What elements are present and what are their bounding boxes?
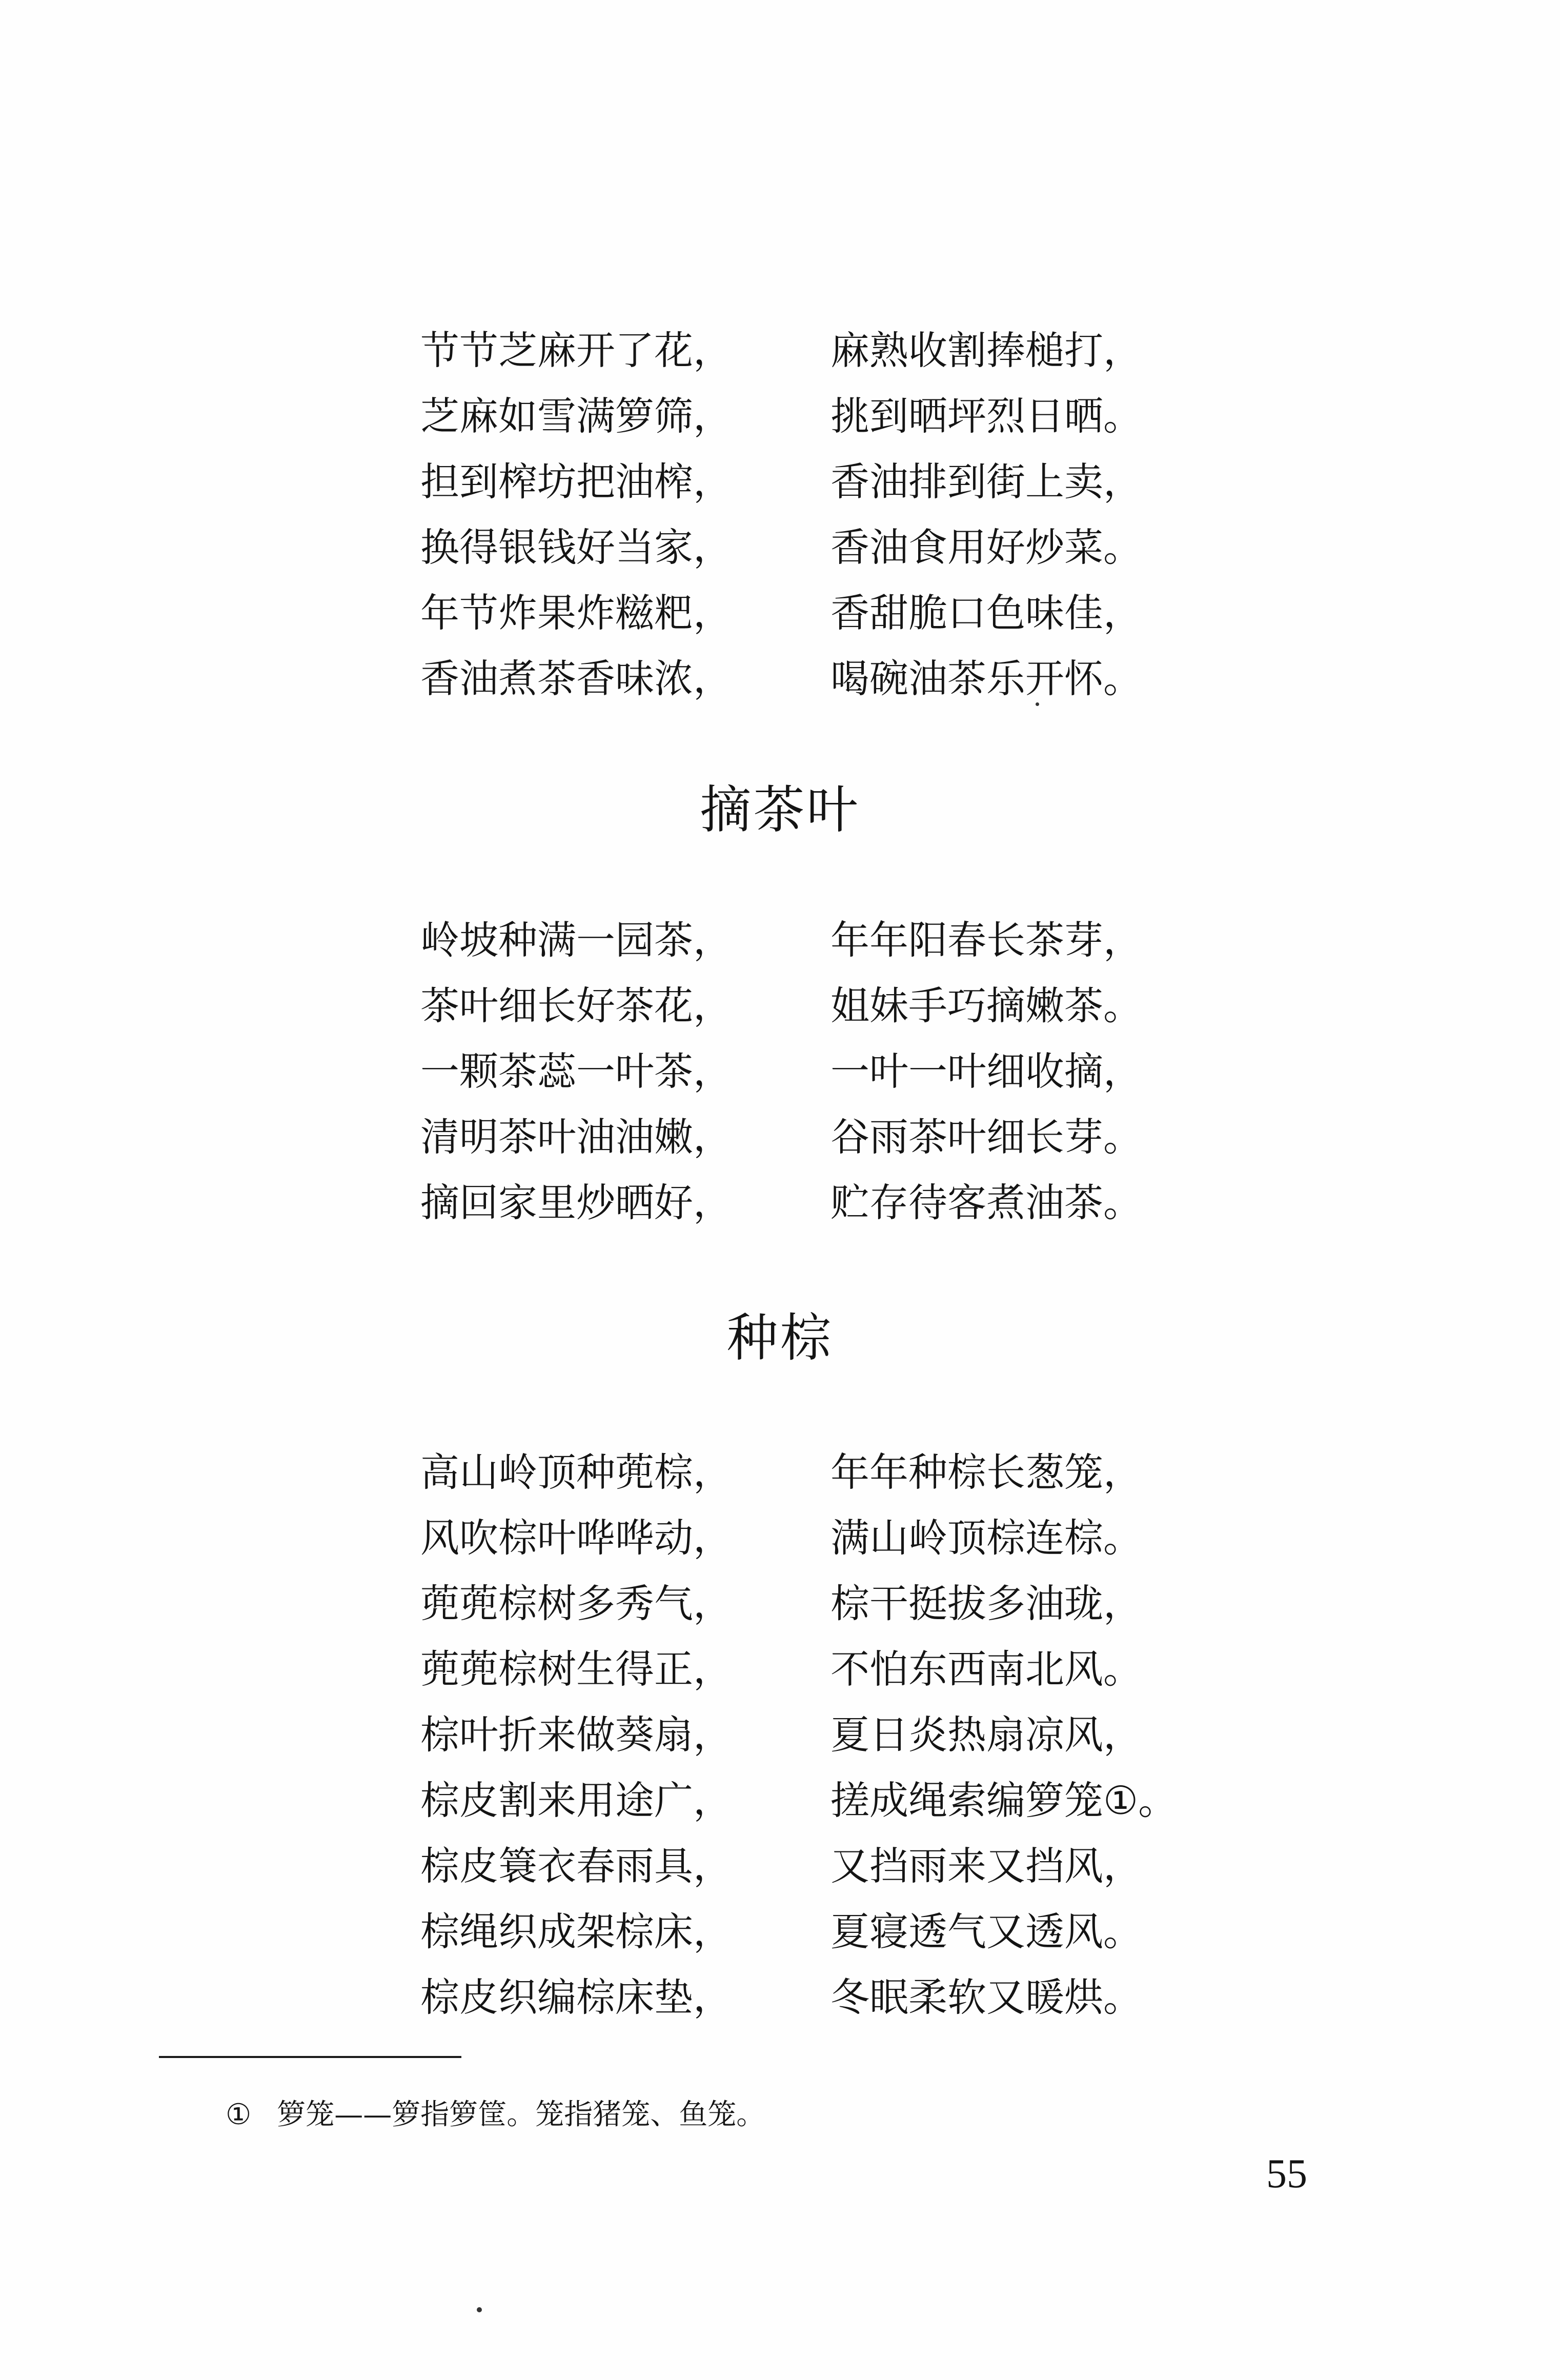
scan-speck — [1036, 702, 1039, 706]
poem-sesame-verses — [420, 318, 1189, 712]
verse-line — [420, 1170, 1189, 1236]
verse-line-right: 贮存待客煮油茶。 — [830, 1180, 1142, 1225]
verse-line-right: 喝碗油茶乐开怀。 — [830, 656, 1142, 701]
verse-line-left: 棕叶折来做葵扇， — [420, 1712, 732, 1758]
verse-line-right: 搓成绳索编箩笼①。 — [830, 1778, 1178, 1823]
section-title-palm: 种棕 — [726, 1308, 834, 1368]
verse-line-left: 棕皮簑衣春雨具， — [420, 1843, 732, 1889]
footnote-text: 箩笼——箩指箩筐。笼指猪笼、鱼笼。 — [277, 2098, 765, 2131]
verse-line-left: 岭坡种满一园茶， — [420, 917, 732, 963]
verse-line-right: 冬眠柔软又暖烘。 — [830, 1974, 1142, 2020]
verse-line-right: 麻熟收割捧槌打， — [830, 328, 1142, 373]
verse-line — [420, 1440, 1189, 1505]
verse-line — [420, 1104, 1189, 1170]
verse-line-left: 棕皮织编棕床垫， — [420, 1974, 732, 2020]
verse-line-right: 谷雨茶叶细长芽。 — [830, 1114, 1142, 1160]
verse-line-right: 香油排到街上卖， — [830, 459, 1142, 505]
verse-line-left: 风吹棕叶哗哗动， — [420, 1515, 732, 1561]
section-title-tea: 摘茶叶 — [700, 780, 860, 840]
verse-line — [420, 449, 1189, 515]
page-number: 55 — [1266, 2151, 1307, 2196]
verse-line-right: 姐妹手巧摘嫩茶。 — [830, 983, 1142, 1028]
verse-line — [420, 973, 1189, 1039]
footnote-divider — [159, 2056, 461, 2058]
verse-line-right: 香甜脆口色味佳， — [830, 590, 1142, 636]
verse-line-right: 棕干挺拔多油珑， — [830, 1581, 1142, 1626]
verse-line — [420, 1505, 1189, 1571]
verse-line — [420, 1702, 1189, 1768]
verse-line — [420, 1637, 1189, 1702]
verse-line — [420, 907, 1189, 973]
verse-line-right: 香油食用好炒菜。 — [830, 525, 1142, 570]
poem-palm-verses — [420, 1440, 1189, 2030]
verse-line-right: 年年阳春长茶芽， — [830, 917, 1142, 963]
verse-line — [420, 1965, 1189, 2030]
footnote — [226, 2097, 765, 2133]
verse-line — [420, 580, 1189, 646]
verse-line-left: 芝麻如雪满箩筛， — [420, 393, 732, 439]
verse-line-left: 茶叶细长好茶花， — [420, 983, 732, 1028]
verse-line-left: 换得银钱好当家， — [420, 525, 732, 570]
verse-line-left: 年节炸果炸糍粑， — [420, 590, 732, 636]
verse-line-left: 摘回家里炒晒好， — [420, 1180, 732, 1225]
verse-line-left: 香油煮茶香味浓， — [420, 656, 732, 701]
verse-line-right: 满山岭顶棕连棕。 — [830, 1515, 1142, 1561]
verse-line — [420, 1768, 1189, 1833]
verse-line-right: 不怕东西南北风。 — [830, 1646, 1142, 1692]
verse-line — [420, 318, 1189, 384]
verse-line-left: 担到榨坊把油榨， — [420, 459, 732, 505]
verse-line-left: 高山岭顶种蔸棕， — [420, 1449, 732, 1495]
verse-line-left: 棕皮割来用途广， — [420, 1778, 732, 1823]
poem-tea-verses — [420, 907, 1189, 1236]
verse-line — [420, 1833, 1189, 1899]
verse-line — [420, 384, 1189, 449]
verse-line-right: 夏寝透气又透风。 — [830, 1909, 1142, 1954]
verse-line-right: 一叶一叶细收摘， — [830, 1048, 1142, 1094]
verse-line — [420, 1899, 1189, 1965]
verse-line-left: 清明茶叶油油嫩， — [420, 1114, 732, 1160]
verse-line-right: 又挡雨来又挡风， — [830, 1843, 1142, 1889]
verse-line-left: 蔸蔸棕树生得正， — [420, 1646, 732, 1692]
verse-line — [420, 646, 1189, 712]
scan-speck — [477, 2307, 482, 2312]
verse-line-left: 蔸蔸棕树多秀气， — [420, 1581, 732, 1626]
verse-line-left: 节节芝麻开了花， — [420, 328, 732, 373]
footnote-marker: ① — [226, 2098, 252, 2131]
verse-line-right: 夏日炎热扇凉风， — [830, 1712, 1142, 1758]
verse-line-right: 挑到晒坪烈日晒。 — [830, 393, 1142, 439]
verse-line — [420, 515, 1189, 580]
verse-line-right: 年年种棕长葱笼， — [830, 1449, 1142, 1495]
verse-line-left: 棕绳织成架棕床， — [420, 1909, 732, 1954]
verse-line-left: 一颗茶蕊一叶茶， — [420, 1048, 732, 1094]
verse-line — [420, 1571, 1189, 1637]
verse-line — [420, 1039, 1189, 1104]
